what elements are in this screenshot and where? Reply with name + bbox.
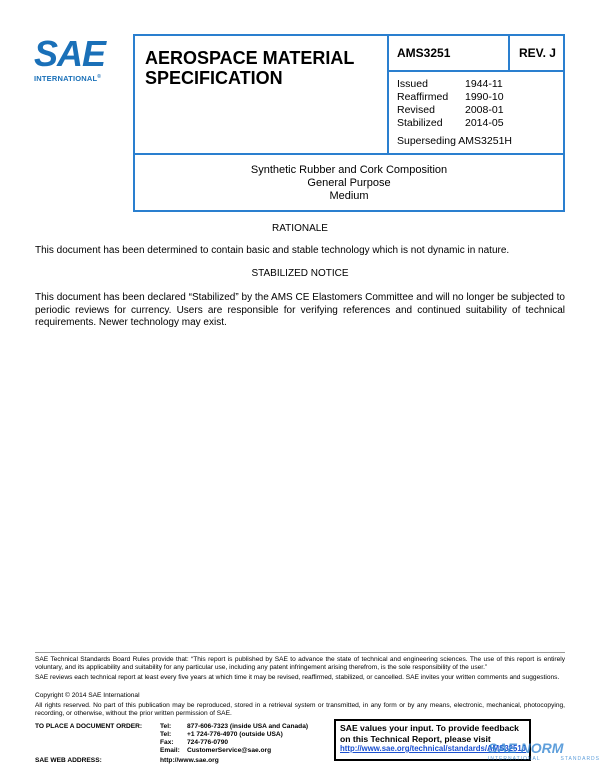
superseding-note: Superseding AMS3251H bbox=[397, 135, 512, 147]
subject-line: Medium bbox=[329, 190, 369, 202]
header-divider-vertical bbox=[387, 36, 389, 153]
rationale-heading: RATIONALE bbox=[272, 223, 328, 234]
header-box bbox=[133, 34, 565, 212]
date-history bbox=[397, 78, 504, 130]
date-row-stabilized: Stabilized 2014-05 bbox=[397, 117, 504, 129]
rationale-text: This document has been determined to contain basic and stable technology which is not dynamic in nature. bbox=[35, 245, 510, 256]
subject-block bbox=[135, 164, 563, 203]
subject-line: Synthetic Rubber and Cork Composition bbox=[250, 164, 448, 176]
rights-text: All rights reserved. No part of this publication may be reproduced, stored in a retrieval system or transmitted, in any form or by any means, electronic, mechanical, photocopying, recording, or otherwise, without the prior written permission of SAE. bbox=[35, 702, 565, 717]
doc-number: AMS3251 bbox=[397, 46, 451, 60]
order-label: TO PLACE A DOCUMENT ORDER: bbox=[35, 723, 143, 730]
spec-title: AEROSPACE MATERIAL SPECIFICATION bbox=[145, 48, 355, 88]
logo-subtitle: INTERNATIONAL® bbox=[34, 74, 102, 83]
subject-line: General Purpose bbox=[307, 177, 391, 189]
web-address-link[interactable]: http://www.sae.org bbox=[160, 757, 219, 764]
review-text: SAE reviews each technical report at least every five years at which time it may be revised, reaffirmed, stabilized, or cancelled. SAE invites your written comments and suggestions. bbox=[35, 674, 560, 681]
date-row-reaffirmed: Reaffirmed 1990-10 bbox=[397, 91, 504, 103]
contact-row: Tel: +1 724-776-4970 (outside USA) bbox=[160, 731, 283, 738]
contact-row: Fax: 724-776-0790 bbox=[160, 739, 229, 746]
stabilized-text: This document has been declared “Stabilized” by the AMS CE Elastomers Committee and will no longer be subjected to periodic reviews for currency. Users are responsible for verifying references and continued suitability of technical requirements. Newer technology may exist. bbox=[35, 292, 565, 328]
revision-label: REV. J bbox=[519, 46, 556, 60]
feedback-link[interactable]: http://www.sae.org/technical/standards/AMS3251J bbox=[340, 744, 527, 753]
contact-row: Email: CustomerService@sae.org bbox=[160, 747, 272, 754]
logo-letters: SAE bbox=[34, 33, 106, 74]
board-rules-text: SAE Technical Standards Board Rules provide that: “This report is published by SAE to advance the state of technical and engineering sciences. The use of this report is entirely voluntary, and its applicability and suitability for any particular use, including any patent infringement arising therefrom, is the sole responsibility of the user.” bbox=[35, 656, 565, 671]
sae-logo bbox=[34, 33, 118, 86]
date-row-revised: Revised 2008-01 bbox=[397, 104, 504, 116]
copyright-text: Copyright © 2014 SAE International bbox=[35, 692, 140, 699]
date-row-issued: Issued 1944-11 bbox=[397, 78, 503, 90]
header-divider-rev bbox=[508, 36, 510, 70]
footer-rule bbox=[35, 652, 565, 653]
header-divider-docnum bbox=[387, 70, 563, 72]
feedback-box: SAE values your input. To provide feedback on this Technical Report, please visit http://www.sae.org/technical/standards/AMS3251J bbox=[334, 719, 531, 761]
stabilized-heading: STABILIZED NOTICE bbox=[251, 268, 349, 279]
watermark-text: SAE NORM bbox=[488, 740, 564, 756]
header-divider-subject bbox=[135, 153, 563, 155]
sae-norm-watermark: SAE NORM INTERNATIONAL STANDARDS bbox=[488, 740, 600, 762]
contact-row: Tel: 877-606-7323 (inside USA and Canada) bbox=[160, 723, 309, 730]
contact-list bbox=[160, 723, 308, 755]
web-address-label: SAE WEB ADDRESS: bbox=[35, 757, 102, 764]
